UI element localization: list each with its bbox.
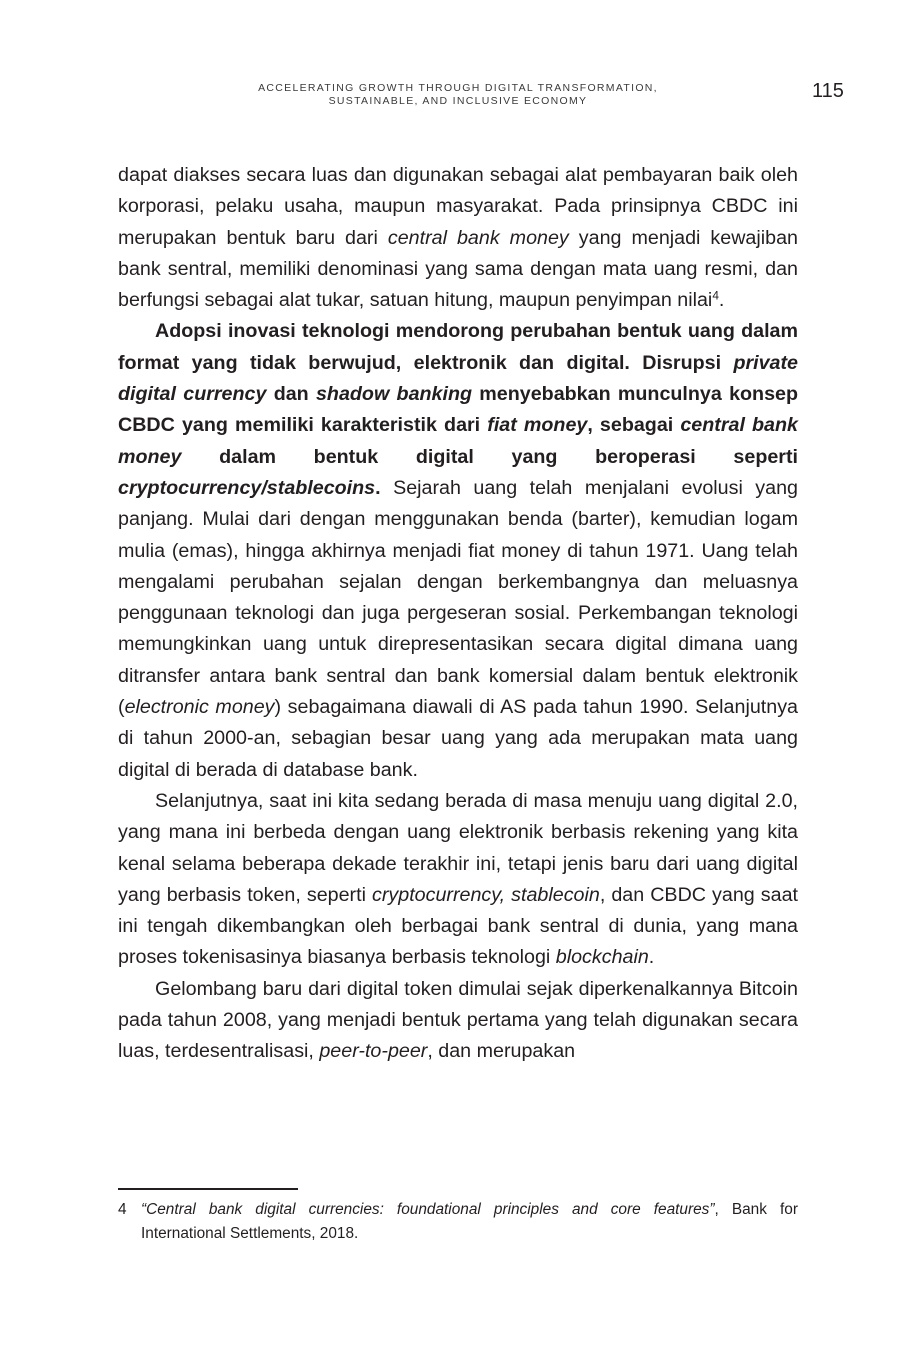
paragraph-3-text-a: Selanjutnya, saat ini kita sedang berada di masa menuju uang digital 2.0, yang mana ini berbeda dengan uang elektronik berbasis rekening yang kita kenal selama beberapa dekade terakhir ini, tetapi jenis baru dari uang digital yang berbasis token, seperti bbox=[118, 789, 798, 906]
paragraph-3-italic-a: cryptocurrency, stablecoin bbox=[372, 883, 600, 906]
paragraph-2-text-b: ) sebagaimana diawali di AS pada tahun 1990. Selanjutnya di tahun 2000-an, sebagian besar uang yang ada merupakan mata uang digital di berada di database bank. bbox=[118, 696, 798, 781]
running-header-line-2: SUSTAINABLE, AND INCLUSIVE ECONOMY bbox=[328, 95, 588, 107]
footnote bbox=[118, 1198, 798, 1246]
paragraph-1-text-a: dapat diakses secara luas dan digunakan sebagai alat pembayaran baik oleh korporasi, pelaku usaha, maupun masyarakat. Pada prinsipnya CBDC ini merupakan bentuk baru dari bbox=[118, 164, 798, 249]
running-header bbox=[200, 82, 716, 108]
paragraph-2-bold-italic-d: central bank money bbox=[118, 414, 798, 468]
paragraph-2-bold-d: , sebagai bbox=[587, 414, 681, 437]
paragraph-2-text-a: Sejarah uang telah menjalani evolusi yang panjang. Mulai dari dengan menggunakan benda (barter), kemudian logam mulia (emas), hingga akhirnya menjadi fiat money di tahun 1971. Uang telah mengalami perubahan sejalan dengan berkembangnya dan meluasnya penggunaan teknologi dan juga pergeseran sosial. Perkembangan teknologi memungkinkan uang untuk direpresentasikan secara digital dimana uang ditransfer antara bank sentral dan bank komersial dalam bentuk elektronik ( bbox=[118, 476, 798, 719]
page-number: 115 bbox=[812, 80, 844, 102]
running-header-line-1: ACCELERATING GROWTH THROUGH DIGITAL TRANSFORMATION, bbox=[258, 82, 658, 94]
paragraph-1-text-c: . bbox=[718, 289, 725, 312]
paragraph-2-bold-e: dalam bentuk digital yang beroperasi seperti bbox=[181, 445, 798, 468]
paragraph-3-text-b: , dan CBDC yang saat ini tengah dikembangkan oleh berbagai bank sentral di dunia, yang mana proses tokenisasinya biasanya berbasis teknologi bbox=[118, 883, 798, 969]
footnote-number: 4 bbox=[118, 1201, 127, 1218]
paragraph-2-bold-italic-a: private digital currency bbox=[118, 351, 798, 406]
paragraph-2-bold-f: . bbox=[375, 476, 381, 499]
footnote-source: , Bank for International Settlements, 2018. bbox=[141, 1201, 798, 1242]
paragraph-2 bbox=[118, 316, 798, 785]
paragraph-4-italic-a: peer-to-peer bbox=[319, 1040, 428, 1063]
paragraph-2-italic-a: electronic money bbox=[124, 696, 275, 719]
paragraph-1-italic-a: central bank money bbox=[387, 226, 569, 249]
paragraph-4-text-b: , dan merupakan bbox=[427, 1040, 576, 1063]
paragraph-3-italic-b: blockchain bbox=[555, 946, 649, 969]
paragraph-1-text-b: yang menjadi kewajiban bank sentral, memiliki denominasi yang sama dengan mata uang resmi, dan berfungsi sebagai alat tukar, satuan hitung, maupun penyimpan nilai bbox=[118, 226, 798, 312]
footnote-text bbox=[141, 1198, 798, 1246]
footnote-divider bbox=[118, 1188, 298, 1190]
footnote-title: “Central bank digital currencies: foundational principles and core features” bbox=[141, 1201, 715, 1218]
paragraph-4-text-a: Gelombang baru dari digital token dimulai sejak diperkenalkannya Bitcoin pada tahun 2008, yang menjadi bentuk pertama yang telah digunakan secara luas, terdesentralisasi, bbox=[118, 977, 798, 1063]
paragraph-2-bold-a: Adopsi inovasi teknologi mendorong perubahan bentuk uang dalam format yang tidak berwujud, elektronik dan digital. Disrupsi bbox=[118, 320, 798, 374]
paragraph-2-bold-italic-b: shadow banking bbox=[315, 383, 473, 406]
paragraph-1 bbox=[118, 160, 798, 316]
paragraph-2-bold-c: menyebabkan munculnya konsep CBDC yang memiliki karakteristik dari bbox=[118, 383, 799, 437]
paragraph-4 bbox=[118, 974, 798, 1068]
paragraph-3-text-c: . bbox=[648, 946, 655, 969]
paragraph-2-bold-italic-e: cryptocurrency/stablecoins bbox=[118, 476, 376, 499]
footnote-reference[interactable]: 4 bbox=[712, 288, 719, 303]
paragraph-2-bold-b: dan bbox=[266, 383, 316, 406]
body-text bbox=[118, 160, 798, 1068]
paragraph-2-bold-italic-c: fiat money bbox=[487, 414, 588, 437]
paragraph-3 bbox=[118, 786, 798, 974]
